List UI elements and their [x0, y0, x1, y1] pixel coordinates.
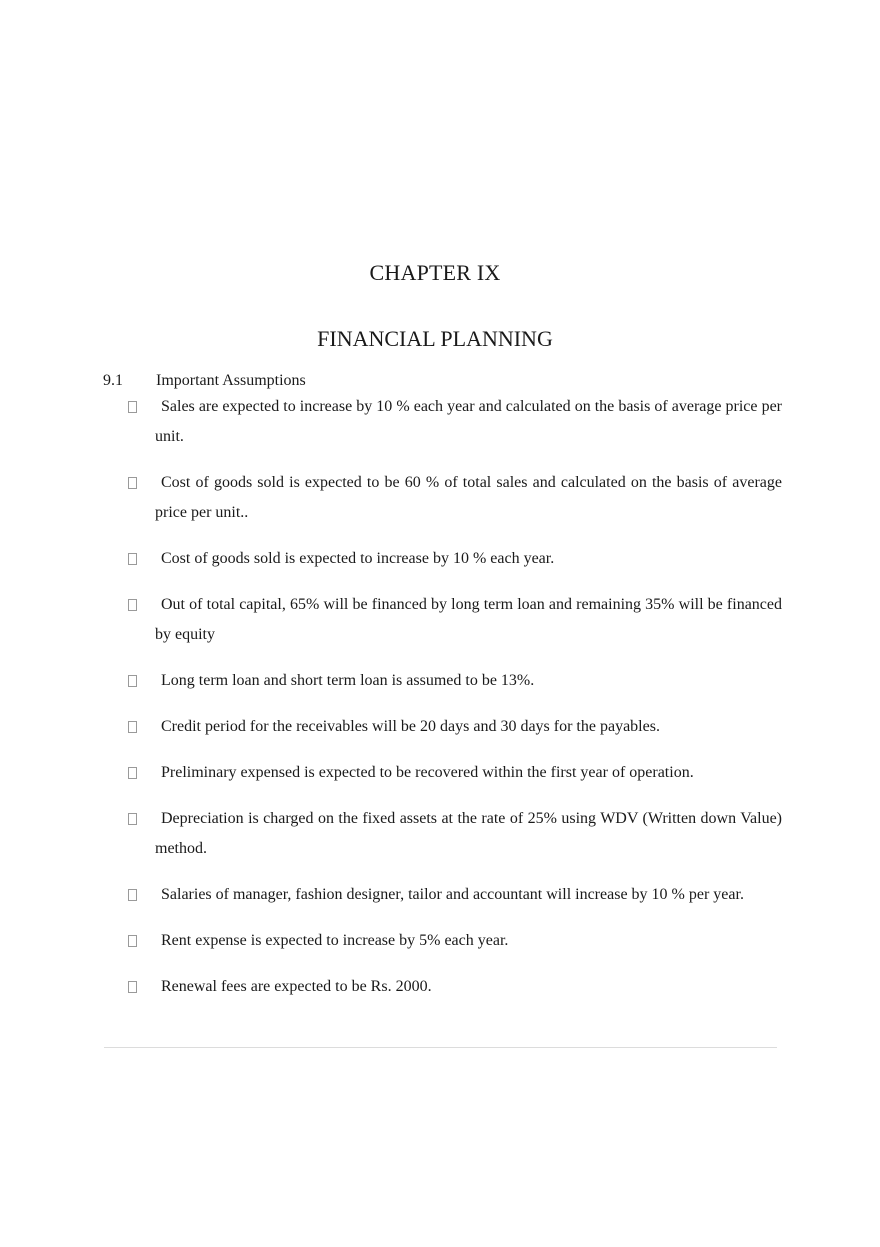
- list-item-text: Cost of goods sold is expected to increase by 10 % each year.: [161, 550, 555, 567]
- bullet-box-icon: [128, 721, 137, 733]
- list-item: [128, 758, 782, 788]
- list-item-text: Salaries of manager, fashion designer, tailor and accountant will increase by 10 % per year.: [161, 886, 744, 903]
- list-item-text: Sales are expected to increase by 10 % each year and calculated on the basis of average price per unit.: [155, 398, 782, 445]
- bullet-box-icon: [128, 477, 137, 489]
- section-number: 9.1: [103, 372, 123, 389]
- list-item-text: Out of total capital, 65% will be financed by long term loan and remaining 35% will be financed by equity: [155, 596, 782, 643]
- chapter-subtitle: FINANCIAL PLANNING: [317, 326, 553, 351]
- list-item: [128, 392, 782, 452]
- list-item: [128, 468, 782, 528]
- bullet-box-icon: [128, 675, 137, 687]
- list-item-text: Depreciation is charged on the fixed assets at the rate of 25% using WDV (Written down Value) method.: [155, 810, 782, 857]
- bullet-box-icon: [128, 553, 137, 565]
- list-item: [128, 666, 782, 696]
- bullet-box-icon: [128, 889, 137, 901]
- list-item: [128, 590, 782, 650]
- list-item: [128, 544, 782, 574]
- bullet-box-icon: [128, 401, 137, 413]
- list-item: [128, 972, 782, 1002]
- bullet-box-icon: [128, 599, 137, 611]
- list-item: [128, 926, 782, 956]
- bullet-box-icon: [128, 813, 137, 825]
- bullet-box-icon: [128, 935, 137, 947]
- list-item-text: Renewal fees are expected to be Rs. 2000.: [161, 978, 432, 995]
- chapter-title: CHAPTER IX: [369, 260, 501, 285]
- list-item-text: Long term loan and short term loan is assumed to be 13%.: [161, 672, 535, 689]
- list-item: [128, 880, 782, 910]
- bullet-box-icon: [128, 767, 137, 779]
- list-item-text: Credit period for the receivables will be 20 days and 30 days for the payables.: [161, 718, 660, 735]
- list-item: [128, 804, 782, 864]
- assumptions-list: [128, 392, 782, 1018]
- bullet-box-icon: [128, 981, 137, 993]
- section-title: Important Assumptions: [156, 372, 306, 389]
- footer-divider: [104, 1047, 777, 1048]
- section-heading: [103, 372, 306, 390]
- list-item-text: Rent expense is expected to increase by 5% each year.: [161, 932, 509, 949]
- list-item: [128, 712, 782, 742]
- list-item-text: Cost of goods sold is expected to be 60 % of total sales and calculated on the basis of average price per unit..: [155, 474, 782, 521]
- list-item-text: Preliminary expensed is expected to be recovered within the first year of operation.: [161, 764, 694, 781]
